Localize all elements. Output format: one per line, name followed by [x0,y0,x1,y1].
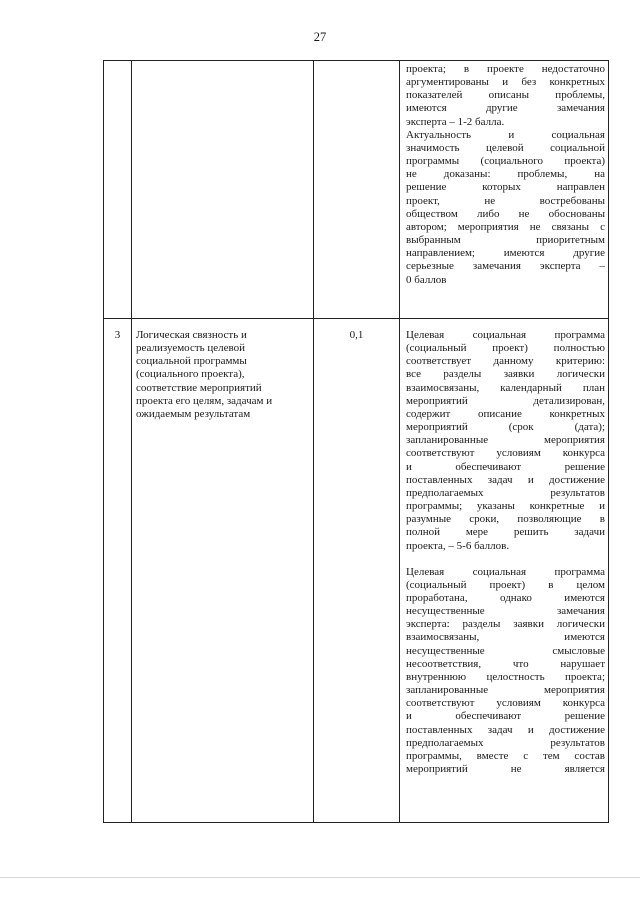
text-line: направлением; имеются другие [406,247,605,260]
text-line: несоответствия, что нарушает [406,657,605,670]
criterion-cell-empty [132,61,314,319]
text-line: автором; мероприятия не связаны с [406,220,605,233]
description-paragraph-2 [406,566,605,777]
text-line: соответствуют условиям конкурса [406,697,605,710]
text-line: содержит описание конкретных [406,407,605,420]
text-line: предполагаемых результатов [406,736,605,749]
text-line: проекта; в проекте недостаточно [406,63,605,75]
text-line: эксперта: разделы заявки логически [406,618,605,631]
text-line: проекта, – 5-6 баллов. [406,539,510,552]
text-line: соответствуют условиям конкурса [406,447,605,460]
page-number: 27 [313,30,327,44]
table-row-continuation [104,61,609,319]
text-line: (социальный проект) в целом [406,578,605,591]
text-line: эксперта – 1-2 балла. [406,115,505,128]
paragraph-gap [406,553,605,566]
text-line: запланированные мероприятия [406,434,605,447]
text-line: соответствует данному критерию: [406,355,605,368]
num-cell-empty [104,61,132,319]
page-bottom-divider [0,877,640,878]
text-line: мероприятий не является [406,763,605,775]
text-line: поставленных задач и достижение [406,723,605,736]
criterion-title-line: соответствие мероприятий [136,381,262,394]
text-line: несущественные замечания [406,605,605,618]
text-line: взаимосвязаны, имеются [406,631,605,644]
criterion-weight: 0,1 [314,319,400,823]
text-line: взаимосвязаны, календарный план [406,381,605,394]
text-line: несущественные смысловые [406,644,605,657]
text-line: Целевая социальная программа [406,565,605,578]
criterion-title [132,319,314,823]
text-line: выбранным приоритетным [406,234,605,247]
text-line: 0 баллов [406,273,447,286]
text-line: Целевая социальная программа [406,329,605,341]
text-line: проработана, однако имеются [406,591,605,604]
text-line: серьезные замечания эксперта – [406,260,605,273]
text-line: полной мере решить задачи [406,526,605,539]
criterion-title-line: реализуемость целевой [136,342,246,355]
text-line: мероприятий (срок (дата); [406,421,605,434]
text-line: запланированные мероприятия [406,684,605,697]
description-continuation [400,61,609,319]
weight-cell-empty [314,61,400,319]
text-line: внутреннюю целостность проекта; [406,670,605,683]
text-line: мероприятий детализирован, [406,394,605,407]
criterion-title-line: Логическая связность и [136,329,247,341]
criterion-title-line: ожидаемым результатам [136,407,251,420]
text-line: имеются другие замечания [406,102,605,115]
text-line: и обеспечивают решение [406,710,605,723]
text-line: аргументированы и без конкретных [406,76,605,89]
text-line: программы, вместе с тем состав [406,749,605,762]
text-line: поставленных задач и достижение [406,473,605,486]
text-line: все разделы заявки логически [406,368,605,381]
text-line: обществом либо не обоснованы [406,207,605,220]
text-line: (социальный проект) полностью [406,342,605,355]
text-line: значимость целевой социальной [406,141,605,154]
description-paragraph-1 [406,329,605,553]
text-line: показателей описаны проблемы, [406,89,605,102]
criterion-title-line: социальной программы [136,355,247,368]
text-line: и обеспечивают решение [406,460,605,473]
text-line: программы; указаны конкретные и [406,500,605,513]
text-line: предполагаемых результатов [406,486,605,499]
criterion-title-line: проекта его целям, задачам и [136,394,273,407]
text-line: Актуальность и социальная [406,128,605,141]
criteria-table [103,60,609,823]
text-line: не доказаны: проблемы, на [406,168,605,181]
criterion-title-line: (социального проекта), [136,368,245,381]
text-line: проект, не востребованы [406,194,605,207]
text-line: решение которых направлен [406,181,605,194]
text-line: программы (социального проекта) [406,155,605,168]
text-line: разумные сроки, позволяющие в [406,513,605,526]
criterion-number: 3 [104,319,132,823]
table-row-criterion-3 [104,319,609,823]
criterion-description [400,319,609,823]
